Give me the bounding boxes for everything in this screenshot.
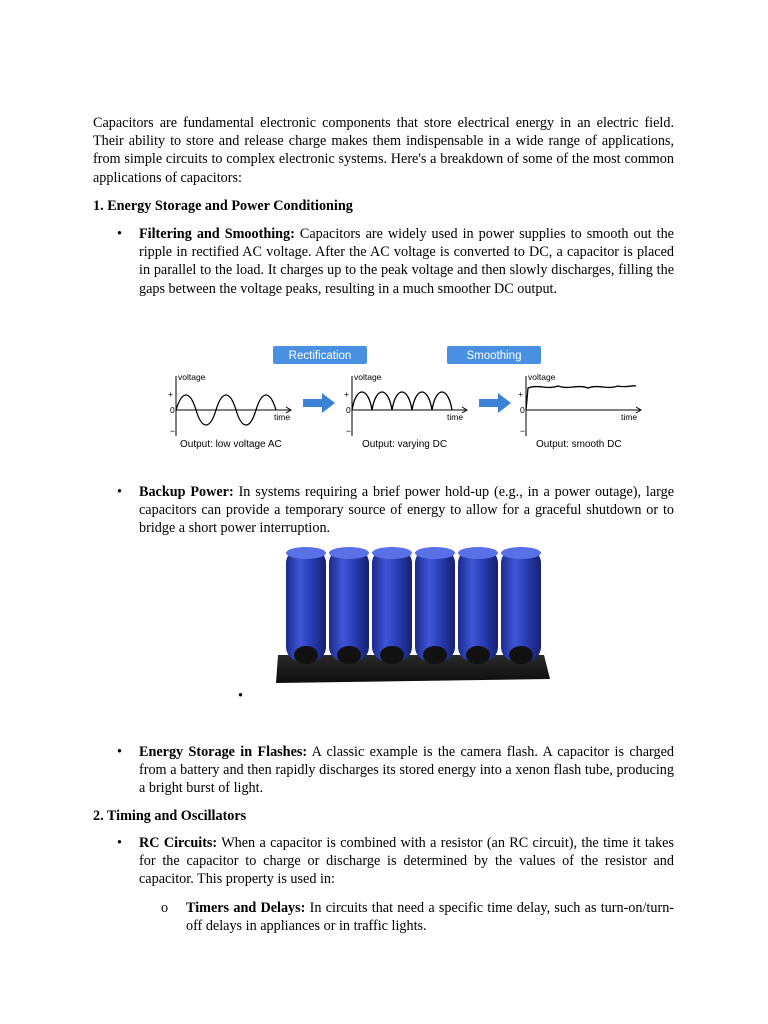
panel-caption: Output: varying DC <box>362 439 448 450</box>
list-item-body: In systems requiring a brief power hold-up (e.g., in a power outage), large capacitors can provide a temporary source of energy to allow for a graceful shutdown or to bridge a short power interruption. <box>139 484 675 537</box>
list-item-body: Capacitors are widely used in power supplies to smooth out the ripple in rectified AC voltage. After the AC voltage is converted to DC, a capacitor is placed in parallel to the load. It charges up to the peak voltage and then slowly discharges, filling the gaps between the voltage peaks, resulting in a much smoother DC output. <box>139 226 674 297</box>
zero-label: 0 <box>170 405 175 415</box>
right-arrow-icon <box>479 393 511 413</box>
panel-ac <box>168 372 291 450</box>
bullet-marker: • <box>117 226 122 242</box>
list-item-body: A classic example is the camera flash. A capacitor is charged from a battery and then rapidly discharges its stored energy into a xenon flash tube, producing a bright burst of light. <box>139 744 674 797</box>
minus-label: − <box>346 426 351 436</box>
panel-y-label: voltage <box>354 372 382 382</box>
panel-x-label: time <box>447 412 464 422</box>
minus-label: − <box>520 426 525 436</box>
minus-label: − <box>170 426 175 436</box>
capacitor <box>372 547 412 664</box>
list-item-title: RC Circuits: <box>139 835 218 851</box>
sub-list-item-timers <box>161 899 674 935</box>
sub-list-item-title: Timers and Delays: <box>186 900 306 916</box>
list-item-body: When a capacitor is combined with a resistor (an RC circuit), the time it takes for the capacitor to charge or discharge is determined by the values of the resistor and capacitor. This property is used in: <box>139 835 674 888</box>
panel-rectified <box>344 372 467 450</box>
stray-bullet-marker: • <box>238 688 243 704</box>
list-item-text <box>139 483 674 538</box>
rectified-waveform <box>352 392 452 410</box>
supercapacitor-bank-image <box>274 543 552 703</box>
list-item-title: Backup Power: <box>139 484 234 500</box>
sub-list-item-body: In circuits that need a specific time delay, such as turn-on/turn-off delays in appliances or in traffic lights. <box>186 900 675 935</box>
list-item-filtering <box>117 225 674 298</box>
capacitor <box>458 547 498 664</box>
panel-y-label: voltage <box>528 372 556 382</box>
list-item-backup-power <box>117 483 674 538</box>
capacitor <box>415 547 455 664</box>
sub-bullet-marker: o <box>161 900 169 916</box>
bullet-marker: • <box>117 835 122 851</box>
panel-y-label: voltage <box>178 372 206 382</box>
plus-label: + <box>344 389 349 399</box>
list-item-text <box>139 225 674 298</box>
right-arrow-icon <box>303 393 335 413</box>
rectification-smoothing-figure <box>160 340 650 460</box>
list-item-flashes <box>117 743 674 798</box>
panel-x-label: time <box>274 412 291 422</box>
smoothing-tag-label: Smoothing <box>466 350 522 362</box>
zero-label: 0 <box>346 405 351 415</box>
smooth-waveform <box>526 386 636 410</box>
capacitor <box>329 547 369 664</box>
sub-list-item-text <box>186 899 674 935</box>
list-item-rc-circuits <box>117 834 674 889</box>
intro-paragraph: Capacitors are fundamental electronic components that store electrical energy in an electric field. Their ability to store and release charge makes them indispensable in a wide range of applications, from simple circuits to complex electronic systems. Here's a breakdown of some of the most common applications of capacitors: <box>93 115 674 186</box>
plus-label: + <box>518 389 523 399</box>
panel-smooth <box>518 372 641 450</box>
panel-caption: Output: low voltage AC <box>180 439 282 450</box>
section-heading-energy: 1. Energy Storage and Power Conditioning <box>93 198 353 214</box>
list-item-title: Energy Storage in Flashes: <box>139 744 308 760</box>
list-item-title: Filtering and Smoothing: <box>139 226 295 242</box>
bullet-marker: • <box>117 744 122 760</box>
panel-x-label: time <box>621 412 638 422</box>
panel-caption: Output: smooth DC <box>536 439 622 450</box>
bullet-marker: • <box>117 484 122 500</box>
zero-label: 0 <box>520 405 525 415</box>
plus-label: + <box>168 389 173 399</box>
list-item-text <box>139 743 674 798</box>
list-item-text <box>139 834 674 889</box>
rectification-tag-label: Rectification <box>288 350 352 362</box>
section-heading-timing: 2. Timing and Oscillators <box>93 808 247 824</box>
capacitor <box>286 547 326 664</box>
capacitor <box>501 547 541 664</box>
